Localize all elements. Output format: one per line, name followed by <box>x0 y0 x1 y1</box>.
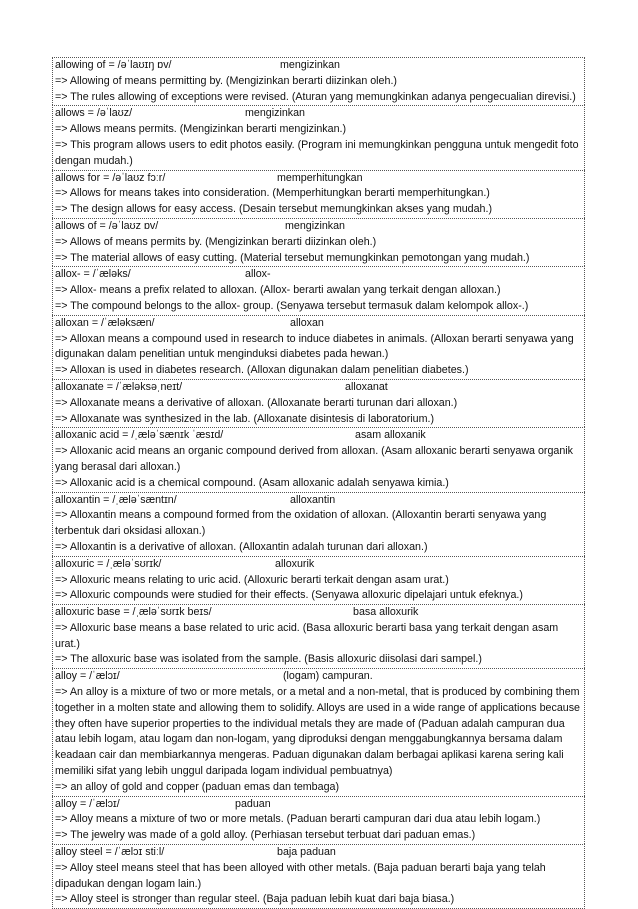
entry-heading <box>55 267 584 283</box>
entry-translation: alloxantin <box>290 493 336 506</box>
entry-example-line: => The design allows for easy access. (Desain tersebut memungkinkan akses yang mudah.) <box>55 203 493 216</box>
entry-example-line: => Alloy steel is stronger than regular steel. (Baja paduan lebih kuat dari baja biasa.) <box>55 893 455 906</box>
entry-term: alloxanate = /ˈæləksəˌneɪt/ <box>55 380 183 393</box>
dictionary-entry <box>52 556 585 604</box>
dictionary-entry <box>52 379 585 427</box>
entry-example-line: => Allowing of means permitting by. (Mengizinkan berarti diizinkan oleh.) <box>55 74 397 87</box>
entry-term: alloxan = /ˈæləksæn/ <box>55 316 155 329</box>
entry-heading <box>55 380 584 396</box>
entry-example-line: => Alloxuric base means a base related to uric acid. (Basa alloxuric berarti basa yang terkait dengan asam urat.) <box>55 621 559 650</box>
entry-translation: (logam) campuran. <box>283 670 373 683</box>
entry-translation: paduan <box>235 797 271 810</box>
entry-example-line: => Alloxanic acid is a chemical compound. (Asam alloxanic adalah senyawa kimia.) <box>55 476 449 489</box>
dictionary-document <box>52 57 585 909</box>
entry-translation: mengizinkan <box>245 107 306 120</box>
entry-example-line: => Allows of means permits by. (Mengizinkan berarti diizinkan oleh.) <box>55 235 377 248</box>
dictionary-entry <box>52 57 585 105</box>
entry-term: alloy steel = /ˈælɔɪ stiːl/ <box>55 846 165 859</box>
entry-term: alloxuric = /ˌæləˈsʊrɪk/ <box>55 557 162 570</box>
dictionary-entry <box>52 266 585 314</box>
entry-example-line: => The compound belongs to the allox- group. (Senyawa tersebut termasuk dalam kelompok allox-.) <box>55 299 529 312</box>
entry-heading <box>55 428 584 444</box>
entry-example-line: => Alloy means a mixture of two or more metals. (Paduan berarti campuran dari dua atau lebih logam.) <box>55 813 541 826</box>
entry-example-line: => This program allows users to edit photos easily. (Program ini memungkinkan pengguna untuk mengedit foto dengan mudah.) <box>55 138 579 167</box>
entry-example-line: => Alloy steel means steel that has been alloyed with other metals. (Baja paduan berarti baja yang telah dipadukan dengan logam lain.) <box>55 861 546 890</box>
entry-example-line: => Alloxuric means relating to uric acid. (Alloxuric berarti terkait dengan asam urat.) <box>55 573 449 586</box>
entry-example-line: => Alloxuric compounds were studied for their effects. (Senyawa alloxuric dipelajari untuk efeknya.) <box>55 589 523 602</box>
entry-heading <box>55 797 584 813</box>
entry-heading <box>55 605 584 621</box>
entry-heading <box>55 669 584 685</box>
entry-term: allowing of = /əˈlaʊɪŋ ɒv/ <box>55 59 172 71</box>
entry-heading <box>55 316 584 332</box>
entry-term: alloy = /ˈælɔɪ/ <box>55 670 120 683</box>
entry-example-line: => An alloy is a mixture of two or more metals, or a metal and a non-metal, that is produced by combining them together in a molten state and allowing them to solidify. Alloys are used in a wide range of applications because they often have superior properties to the individual metals they are made of (Paduan adalah campuran dua atau lebih logam, atau logam dan non-logam, yang diproduksi dengan menggabungkannya bersama dalam keadaan cair dan membiarkannya mengeras. Paduan digunakan dalam berbagai aplikasi karena sering kali memiliki sifat yang lebih unggul daripada logam individual pembuatnya) <box>55 686 580 778</box>
dictionary-entry <box>52 105 585 169</box>
entry-example-line: => The material allows of easy cutting. (Material tersebut memungkinkan pemotongan yang mudah.) <box>55 251 530 264</box>
entry-term: allows of = /əˈlaʊz ɒv/ <box>55 219 159 232</box>
entry-heading <box>55 557 584 573</box>
dictionary-entry <box>52 492 585 556</box>
entry-term: allows for = /əˈlaʊz fɔːr/ <box>55 171 166 184</box>
entry-translation: allox- <box>245 268 271 281</box>
entry-term: alloxantin = /ˌæləˈsæntɪn/ <box>55 493 177 506</box>
entry-heading <box>55 219 584 235</box>
entry-example-line: => an alloy of gold and copper (paduan emas dan tembaga) <box>55 780 340 793</box>
entry-example-line: => Allox- means a prefix related to alloxan. (Allox- berarti awalan yang terkait dengan alloxan.) <box>55 284 501 297</box>
dictionary-entry <box>52 796 585 844</box>
entry-example-line: => Alloxanate means a derivative of alloxan. (Alloxanate berarti turunan dari alloxan.) <box>55 396 458 409</box>
entry-term: alloxuric base = /ˌæləˈsʊrɪk beɪs/ <box>55 606 212 619</box>
entry-term: allox- = /ˈæləks/ <box>55 268 131 281</box>
entry-example-line: => Alloxan means a compound used in research to induce diabetes in animals. (Alloxan berarti senyawa yang digunakan dalam penelitian untuk menginduksi diabetes pada hewan.) <box>55 332 574 361</box>
entry-example-line: => Alloxan is used in diabetes research. (Alloxan digunakan dalam penelitian diabetes.) <box>55 364 469 377</box>
entry-translation: asam alloxanik <box>355 429 426 442</box>
entry-example-line: => Alloxantin is a derivative of alloxan. (Alloxantin adalah turunan dari alloxan.) <box>55 540 428 553</box>
entry-heading <box>55 106 584 122</box>
dictionary-entry <box>52 427 585 491</box>
entry-translation: basa alloxurik <box>353 606 419 619</box>
entry-translation: mengizinkan <box>285 219 346 232</box>
entry-example-line: => Allows for means takes into consideration. (Memperhitungkan berarti memperhitungkan.) <box>55 187 490 200</box>
dictionary-entry <box>52 668 585 795</box>
entry-example-line: => Alloxanic acid means an organic compound derived from alloxan. (Asam alloxanic berarti senyawa organik yang berasal dari alloxan.) <box>55 445 574 473</box>
dictionary-entry <box>52 844 585 909</box>
entry-translation: alloxurik <box>275 557 315 570</box>
entry-example-line: => Allows means permits. (Mengizinkan berarti mengizinkan.) <box>55 123 347 136</box>
dictionary-entry <box>52 218 585 266</box>
entry-example-line: => Alloxantin means a compound formed from the oxidation of alloxan. (Alloxantin berarti senyawa yang terbentuk dari oksidasi alloxan.) <box>55 509 547 538</box>
entry-translation: alloxan <box>290 316 324 329</box>
entry-term: allows = /əˈlaʊz/ <box>55 107 133 120</box>
entry-translation: memperhitungkan <box>277 171 363 184</box>
entry-heading <box>55 171 584 187</box>
entry-translation: mengizinkan <box>280 59 341 71</box>
dictionary-entry <box>52 315 585 379</box>
dictionary-entry <box>52 170 585 218</box>
entry-heading <box>55 845 584 861</box>
entry-example-line: => Alloxanate was synthesized in the lab. (Alloxanate disintesis di laboratorium.) <box>55 412 435 425</box>
entry-translation: baja paduan <box>277 846 336 859</box>
entry-example-line: => The jewelry was made of a gold alloy. (Perhiasan tersebut terbuat dari paduan emas.) <box>55 829 476 842</box>
entry-translation: alloxanat <box>345 380 388 393</box>
entry-example-line: => The rules allowing of exceptions were revised. (Aturan yang memungkinkan adanya pengecualian direvisi.) <box>55 90 576 103</box>
entry-heading <box>55 58 584 74</box>
entry-heading <box>55 493 584 509</box>
entry-term: alloxanic acid = /ˌæləˈsænɪk ˈæsɪd/ <box>55 429 224 442</box>
entry-example-line: => The alloxuric base was isolated from the sample. (Basis alloxuric diisolasi dari sampel.) <box>55 653 482 666</box>
dictionary-entry <box>52 604 585 668</box>
entry-term: alloy = /ˈælɔɪ/ <box>55 797 120 810</box>
